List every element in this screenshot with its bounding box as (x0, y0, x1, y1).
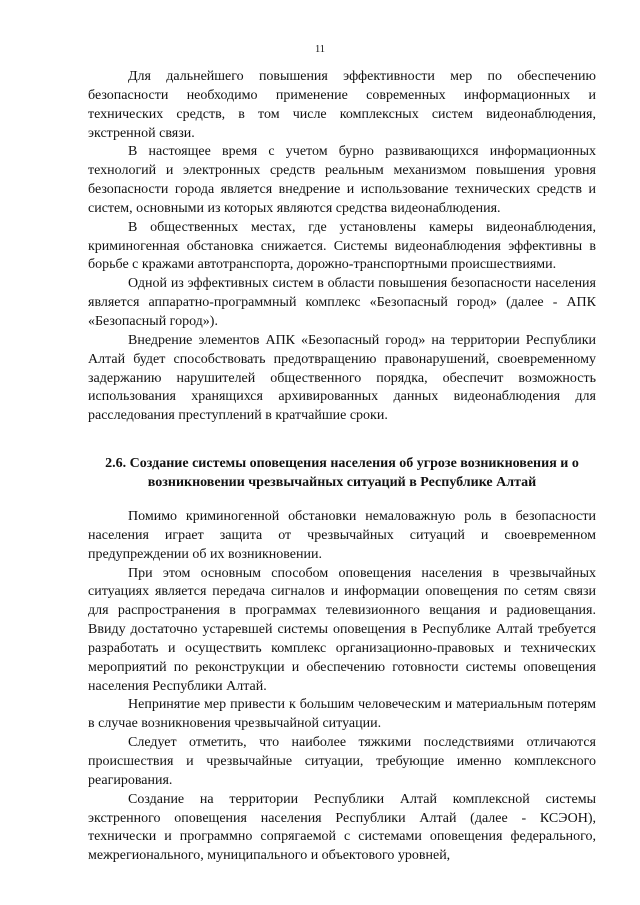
body-text-top (88, 68, 596, 426)
paragraph: Внедрение элементов АПК «Безопасный город» на территории Республики Алтай будет способствовать предотвращению правонарушений, своевременному задержанию нарушителей общественного порядка, обеспечит возможность использования хранящихся архивированных данных видеонаблюдения для расследования преступлений в кратчайшие сроки. (88, 332, 596, 424)
paragraph: Следует отметить, что наиболее тяжкими последствиями отличаются происшествия и чрезвычайные ситуации, требующие именно комплексного реагирования. (88, 735, 596, 788)
section-heading: 2.6. Создание системы оповещения населения об угрозе возникновения и о возникновении чрезвычайных ситуаций в Республике Алтай (105, 456, 579, 490)
body-text-bottom (88, 508, 596, 866)
paragraph: Непринятие мер привести к большим человеческим и материальным потерям в случае возникновения чрезвычайной ситуации. (88, 697, 596, 732)
paragraph: В общественных местах, где установлены камеры видеонаблюдения, криминогенная обстановка снижается. Системы видеонаблюдения эффективны в борьбе с кражами автотранспорта, дорожно-транспортными происшествиями. (88, 219, 596, 273)
paragraph: В настоящее время с учетом бурно развивающихся информационных технологий и электронных средств реальным механизмом повышения уровня безопасности города является внедрение и использование технических средств и систем, основными из которых являются средства видеонаблюдения. (88, 144, 596, 216)
paragraph: Для дальнейшего повышения эффективности мер по обеспечению безопасности необходимо применение современных информационных и технических средств, в том числе комплексных систем видеонаблюдения, экстренной связи. (88, 69, 596, 141)
paragraph: Одной из эффективных систем в области повышения безопасности населения является аппаратно-программный комплекс «Безопасный город» (далее - АПК «Безопасный город»). (88, 276, 596, 329)
paragraph: Создание на территории Республики Алтай комплексной системы экстренного оповещения населения Республики Алтай (далее - КСЭОН), технически и программно сопрягаемой с системами оповещения федерального, межрегионального, муниципального и объектового уровней, (88, 791, 596, 864)
paragraph: При этом основным способом оповещения населения в чрезвычайных ситуациях является передача сигналов и информации оповещения по сетям связи для распространения в программах телевизионного вещания и радиовещания. Ввиду достаточно устаревшей системы оповещения в Республике Алтай требуется разработать и осуществить комплекс организационно-правовых и технических мероприятий по реконструкции и обеспечению готовности системы оповещения населения Республики Алтай. (88, 565, 596, 694)
paragraph: Помимо криминогенной обстановки немаловажную роль в безопасности населения играет защита от чрезвычайных ситуаций и своевременном предупреждении об их возникновении. (88, 509, 596, 562)
page-number: 11 (314, 44, 326, 55)
